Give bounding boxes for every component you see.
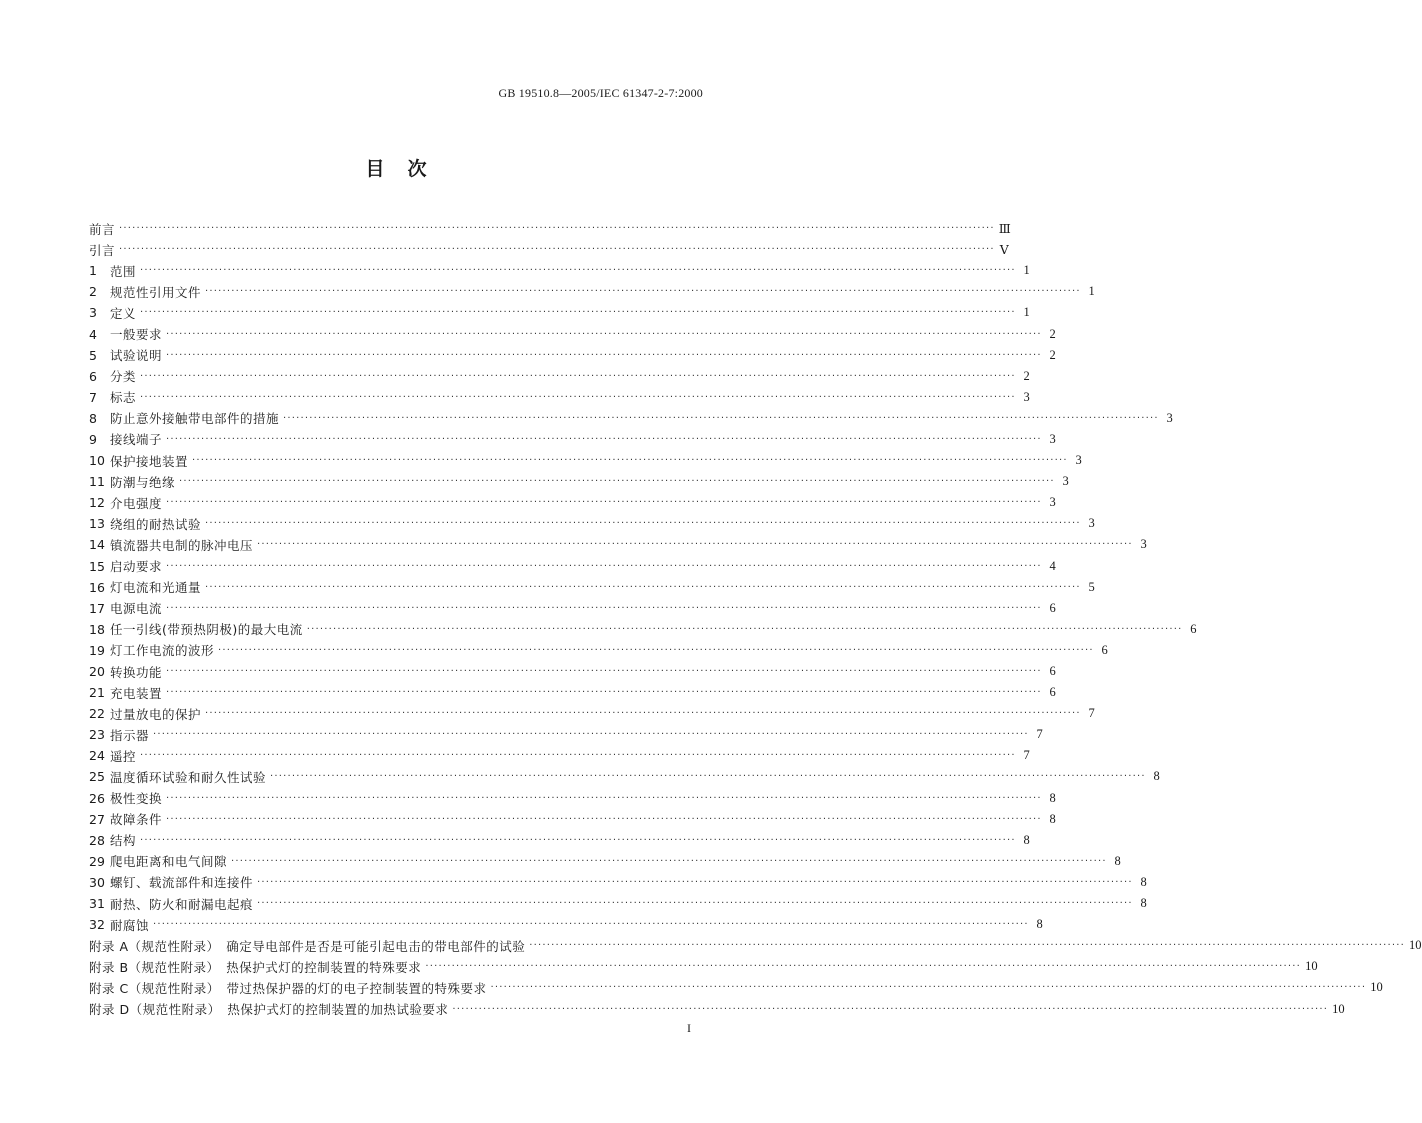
toc-entry[interactable]: [89, 977, 1383, 998]
toc-entry-label: 灯电流和光通量: [110, 580, 202, 596]
toc-entry-page: 3: [1166, 410, 1173, 425]
dot-leader: ········································································································································································································: [166, 813, 1042, 825]
toc-entry-number: 19: [89, 642, 105, 658]
toc-entry[interactable]: [89, 956, 1318, 977]
dot-leader: ········································································································································································································: [270, 771, 1146, 783]
toc-entry-page: 6: [1101, 642, 1108, 657]
toc-entry[interactable]: [89, 703, 1095, 724]
toc-entry[interactable]: [89, 429, 1056, 450]
toc-entry-label: 试验说明: [110, 348, 163, 364]
dot-leader: ········································································································································································································: [166, 328, 1042, 340]
toc-entry-label: 保护接地装置: [110, 453, 189, 469]
toc-entry-page: 1: [1023, 305, 1030, 320]
toc-entry[interactable]: [89, 809, 1056, 830]
toc-entry[interactable]: [89, 598, 1056, 619]
toc-entry[interactable]: [89, 239, 1009, 260]
toc-entry-number: 32: [89, 917, 105, 933]
toc-entry[interactable]: [89, 914, 1043, 935]
toc-entry[interactable]: [89, 450, 1082, 471]
toc-entry-number: 7: [89, 389, 97, 405]
toc-entry-page: 8: [1153, 769, 1160, 784]
toc-entry[interactable]: [89, 534, 1147, 555]
toc-entry-number: 31: [89, 896, 105, 912]
toc-entry-label: 耐腐蚀: [110, 917, 150, 933]
toc-entry-number: 9: [89, 431, 97, 447]
toc-entry[interactable]: [89, 260, 1030, 281]
toc-entry-number: 3: [89, 305, 97, 321]
dot-leader: ········································································································································································································: [119, 244, 995, 256]
toc-entry[interactable]: [89, 788, 1056, 809]
toc-entry[interactable]: [89, 745, 1030, 766]
dot-leader: ········································································································································································································: [166, 497, 1042, 509]
dot-leader: ········································································································································································································: [140, 750, 1016, 762]
toc-entry-label: 规范性引用文件: [110, 284, 202, 300]
toc-entry-number: 14: [89, 537, 105, 553]
toc-entry-page: 6: [1049, 685, 1056, 700]
dot-leader: ········································································································································································································: [140, 834, 1016, 846]
toc-entry-page: 3: [1049, 495, 1056, 510]
dot-leader: ········································································································································································································: [140, 307, 1016, 319]
dot-leader: ········································································································································································································: [425, 961, 1302, 973]
dot-leader: ········································································································································································································: [166, 433, 1042, 445]
toc-entry-label: 附录 A（规范性附录） 确定导电部件是否是可能引起电击的带电部件的试验: [89, 938, 526, 954]
toc-entry[interactable]: [89, 492, 1056, 513]
dot-leader: ········································································································································································································: [166, 560, 1042, 572]
toc-entry-label: 结构: [110, 833, 137, 849]
toc-entry[interactable]: [89, 619, 1197, 640]
toc-entry-number: 2: [89, 284, 97, 300]
toc-entry-label: 一般要求: [110, 327, 163, 343]
dot-leader: ········································································································································································································: [231, 855, 1107, 867]
toc-entry-number: 10: [89, 453, 105, 469]
toc-entry-label: 过量放电的保护: [110, 706, 202, 722]
toc-entry[interactable]: [89, 830, 1030, 851]
toc-entry-label: 螺钉、载流部件和连接件: [110, 875, 254, 891]
dot-leader: ········································································································································································································: [452, 1003, 1329, 1015]
toc-entry-page: 3: [1062, 474, 1069, 489]
table-of-contents: [89, 218, 1422, 1020]
toc-entry-number: 18: [89, 621, 105, 637]
toc-entry[interactable]: [89, 766, 1160, 787]
dot-leader: ········································································································································································································: [153, 919, 1029, 931]
dot-leader: ········································································································································································································: [166, 687, 1042, 699]
dot-leader: ········································································································································································································: [205, 708, 1081, 720]
toc-entry-label: 任一引线(带预热阴极)的最大电流: [110, 622, 303, 638]
dot-leader: ········································································································································································································: [166, 666, 1042, 678]
toc-entry-number: 5: [89, 347, 97, 363]
toc-entry[interactable]: [89, 218, 1011, 239]
toc-entry[interactable]: [89, 577, 1095, 598]
toc-entry-page: 2: [1049, 326, 1056, 341]
toc-entry-label: 范围: [110, 263, 137, 279]
toc-entry-label: 附录 B（规范性附录） 热保护式灯的控制装置的特殊要求: [89, 959, 422, 975]
dot-leader: ········································································································································································································: [166, 349, 1042, 361]
toc-entry-number: 1: [89, 263, 97, 279]
toc-entry-label: 指示器: [110, 727, 150, 743]
toc-entry-number: 4: [89, 326, 97, 342]
toc-entry-page: 3: [1075, 453, 1082, 468]
toc-entry-number: 27: [89, 811, 105, 827]
toc-entry-page: 10: [1370, 980, 1383, 995]
toc-entry-label: 极性变换: [110, 791, 163, 807]
dot-leader: ········································································································································································································: [140, 391, 1016, 403]
toc-entry-page: 3: [1023, 389, 1030, 404]
toc-entry-number: 16: [89, 579, 105, 595]
toc-entry-label: 镇流器共电制的脉冲电压: [110, 537, 254, 553]
toc-entry-label: 接线端子: [110, 432, 163, 448]
toc-entry-label: 标志: [110, 390, 137, 406]
toc-entry-page: Ⅴ: [999, 242, 1009, 257]
toc-entry-page: 1: [1023, 263, 1030, 278]
dot-leader: ········································································································································································································: [192, 455, 1068, 467]
dot-leader: ········································································································································································································: [166, 602, 1042, 614]
dot-leader: ········································································································································································································: [179, 476, 1055, 488]
toc-entry-page: 8: [1114, 853, 1121, 868]
toc-entry-number: 26: [89, 790, 105, 806]
toc-entry[interactable]: [89, 851, 1121, 872]
toc-entry-number: 13: [89, 516, 105, 532]
toc-entry-number: 20: [89, 664, 105, 680]
dot-leader: ········································································································································································································: [257, 876, 1133, 888]
toc-entry-number: 21: [89, 685, 105, 701]
toc-entry-label: 防潮与绝缘: [110, 474, 176, 490]
toc-entry-number: 25: [89, 769, 105, 785]
dot-leader: ········································································································································································································: [166, 792, 1042, 804]
toc-entry[interactable]: [89, 366, 1030, 387]
toc-entry[interactable]: [89, 345, 1056, 366]
toc-entry-label: 充电装置: [110, 685, 163, 701]
toc-entry[interactable]: [89, 323, 1056, 344]
toc-entry-label: 灯工作电流的波形: [110, 643, 215, 659]
toc-entry-page: 6: [1049, 600, 1056, 615]
toc-entry-page: 10: [1305, 959, 1318, 974]
toc-entry-page: 8: [1036, 917, 1043, 932]
toc-entry[interactable]: [89, 998, 1345, 1019]
toc-entry-label: 附录 C（规范性附录） 带过热保护器的灯的电子控制装置的特殊要求: [89, 980, 487, 996]
toc-entry[interactable]: [89, 872, 1147, 893]
toc-entry-label: 介电强度: [110, 495, 163, 511]
toc-entry-label: 引言: [89, 242, 116, 258]
toc-entry-label: 遥控: [110, 748, 137, 764]
toc-entry-page: 2: [1023, 368, 1030, 383]
toc-entry-label: 故障条件: [110, 812, 163, 828]
toc-entry-label: 电源电流: [110, 601, 163, 617]
toc-entry-label: 防止意外接触带电部件的措施: [110, 411, 280, 427]
dot-leader: ········································································································································································································: [257, 898, 1133, 910]
toc-entry-page: 7: [1023, 748, 1030, 763]
toc-entry-page: 3: [1140, 537, 1147, 552]
toc-entry-number: 28: [89, 832, 105, 848]
toc-entry[interactable]: [89, 682, 1056, 703]
toc-entry-label: 定义: [110, 305, 137, 321]
page-title: 目 次: [365, 158, 429, 180]
toc-entry-page: 8: [1049, 790, 1056, 805]
toc-entry-page: 2: [1049, 347, 1056, 362]
dot-leader: ········································································································································································································: [119, 223, 995, 235]
toc-entry-number: 29: [89, 853, 105, 869]
toc-entry-page: 7: [1036, 727, 1043, 742]
toc-entry-number: 24: [89, 748, 105, 764]
toc-entry[interactable]: [89, 640, 1108, 661]
toc-entry-page: 6: [1190, 621, 1197, 636]
toc-entry-page: 5: [1088, 579, 1095, 594]
toc-entry-label: 启动要求: [110, 559, 163, 575]
toc-entry-number: 30: [89, 874, 105, 890]
toc-entry-page: Ⅲ: [998, 221, 1011, 236]
dot-leader: ········································································································································································································: [205, 581, 1081, 593]
toc-entry-number: 23: [89, 727, 105, 743]
toc-entry[interactable]: [89, 513, 1095, 534]
toc-entry-page: 8: [1023, 832, 1030, 847]
toc-entry-label: 分类: [110, 369, 137, 385]
toc-entry-page: 8: [1140, 874, 1147, 889]
toc-entry[interactable]: [89, 387, 1030, 408]
toc-entry[interactable]: [89, 893, 1147, 914]
dot-leader: ········································································································································································································: [140, 370, 1016, 382]
dot-leader: ········································································································································································································: [205, 286, 1081, 298]
toc-entry-page: 4: [1049, 558, 1056, 573]
toc-entry-number: 8: [89, 410, 97, 426]
dot-leader: ········································································································································································································: [257, 539, 1133, 551]
toc-entry[interactable]: [89, 661, 1056, 682]
toc-entry-page: 10: [1332, 1001, 1345, 1016]
toc-entry-number: 15: [89, 558, 105, 574]
toc-entry[interactable]: [89, 471, 1069, 492]
dot-leader: ········································································································································································································: [205, 518, 1081, 530]
toc-entry-page: 7: [1088, 706, 1095, 721]
dot-leader: ········································································································································································································: [306, 623, 1183, 635]
toc-entry-page: 8: [1049, 811, 1056, 826]
page-number: I: [687, 1021, 691, 1035]
toc-entry-page: 3: [1088, 516, 1095, 531]
dot-leader: ········································································································································································································: [529, 940, 1406, 952]
dot-leader: ········································································································································································································: [490, 982, 1367, 994]
toc-entry-page: 10: [1409, 938, 1422, 953]
toc-entry-label: 前言: [89, 221, 116, 237]
toc-entry-page: 3: [1049, 431, 1056, 446]
toc-entry-page: 1: [1088, 284, 1095, 299]
toc-entry[interactable]: [89, 935, 1422, 956]
toc-entry-label: 转换功能: [110, 664, 163, 680]
dot-leader: ········································································································································································································: [283, 412, 1159, 424]
toc-entry-label: 温度循环试验和耐久性试验: [110, 769, 267, 785]
standard-code: GB 19510.8—2005/IEC 61347-2-7:2000: [498, 86, 703, 100]
toc-entry-label: 耐热、防火和耐漏电起痕: [110, 896, 254, 912]
toc-entry-label: 爬电距离和电气间隙: [110, 854, 228, 870]
toc-entry[interactable]: [89, 724, 1043, 745]
dot-leader: ········································································································································································································: [218, 644, 1094, 656]
toc-entry-number: 6: [89, 368, 97, 384]
toc-entry[interactable]: [89, 281, 1095, 302]
toc-entry-number: 22: [89, 706, 105, 722]
toc-entry[interactable]: [89, 556, 1056, 577]
toc-entry-label: 绕组的耐热试验: [110, 516, 202, 532]
toc-entry-label: 附录 D（规范性附录） 热保护式灯的控制装置的加热试验要求: [89, 1002, 449, 1018]
toc-entry-page: 8: [1140, 896, 1147, 911]
dot-leader: ········································································································································································································: [140, 265, 1016, 277]
toc-entry-number: 17: [89, 600, 105, 616]
toc-entry[interactable]: [89, 302, 1030, 323]
toc-entry-number: 11: [89, 474, 105, 490]
toc-entry-number: 12: [89, 495, 105, 511]
dot-leader: ········································································································································································································: [153, 729, 1029, 741]
toc-entry-page: 6: [1049, 664, 1056, 679]
toc-entry[interactable]: [89, 408, 1173, 429]
